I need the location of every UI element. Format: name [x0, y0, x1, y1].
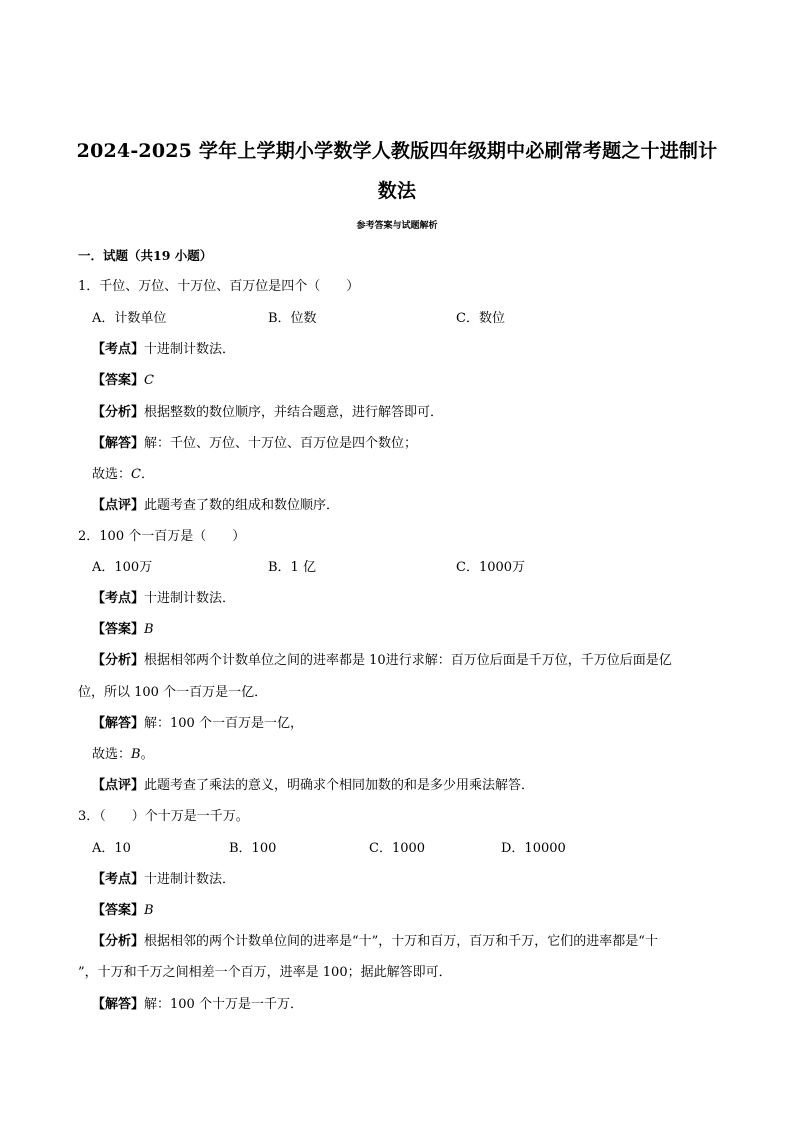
- document-subtitle: 参考答案与试题解析: [356, 221, 438, 231]
- jieda-label: 【解答】: [92, 716, 145, 731]
- q3-fenxi: [92, 933, 658, 951]
- fenxi-label: 【分析】: [92, 653, 145, 668]
- q1-option-b: B．位数: [268, 311, 317, 326]
- q1-option-a: A．计数单位: [92, 311, 167, 326]
- q1-jieda-text: 解：千位、万位、十万位、百万位是四个数位；: [144, 436, 418, 451]
- q2-fenxi-text-1: 根据相邻两个计数单位之间的进率都是 10进行求解：百万位后面是千万位，千万位后面是亿: [144, 653, 672, 668]
- kaodian-label: 【考点】: [92, 872, 145, 887]
- jieda-label: 【解答】: [92, 997, 145, 1012]
- q1-guxuan: [92, 466, 154, 484]
- q3-stem: 3．（ ）个十万是一千万。: [78, 809, 249, 824]
- q3-jieda: [92, 996, 303, 1014]
- q2-daan: [92, 621, 154, 639]
- q3-kaodian-text: 十进制计数法．: [144, 872, 236, 887]
- daan-label: 【答案】: [92, 622, 145, 637]
- q3-fenxi-text-2: ”，十万和千万之间相差一个百万，进率是 100；据此解答即可．: [78, 965, 452, 980]
- q2-stem: 2．100 个一百万是（ ）: [78, 529, 246, 544]
- q2-dianping: [92, 777, 534, 795]
- q3-option-a: A．10: [92, 841, 131, 856]
- fenxi-label: 【分析】: [92, 934, 145, 949]
- q2-fenxi: [92, 652, 672, 670]
- kaodian-label: 【考点】: [92, 591, 145, 606]
- q1-daan: [92, 372, 154, 390]
- q3-option-b: B．100: [229, 841, 277, 856]
- q2-jieda-text: 解：100 个一百万是一亿，: [144, 716, 303, 731]
- q2-guxuan-value: B: [131, 747, 141, 762]
- q1-fenxi: [92, 404, 443, 422]
- q2-fenxi-text-2: 位，所以 100 个一百万是一亿．: [78, 685, 268, 700]
- q3-option-c: C．1000: [369, 841, 426, 856]
- q1-dianping-text: 此题考查了数的组成和数位顺序．: [144, 498, 340, 513]
- dianping-label: 【点评】: [92, 498, 145, 513]
- q2-guxuan-prefix: 故选：: [92, 747, 132, 762]
- section-header: 一．试题（共19 小题）: [78, 248, 213, 263]
- q2-daan-text: B: [144, 622, 154, 637]
- q1-option-c: C．数位: [456, 311, 505, 326]
- q1-guxuan-value: C: [131, 467, 141, 482]
- q3-jieda-text: 解：100 个十万是一千万．: [144, 997, 303, 1012]
- q2-kaodian-text: 十进制计数法．: [144, 591, 236, 606]
- q1-fenxi-text: 根据整数的数位顺序，并结合题意，进行解答即可．: [144, 405, 444, 420]
- dianping-label: 【点评】: [92, 778, 145, 793]
- document-title-line-2: 数法: [377, 180, 417, 202]
- q1-kaodian: [92, 341, 235, 359]
- q1-dianping: [92, 497, 339, 515]
- q3-daan: [92, 902, 154, 920]
- q2-option-b: B．1 亿: [268, 560, 316, 575]
- jieda-label: 【解答】: [92, 436, 145, 451]
- kaodian-label: 【考点】: [92, 342, 145, 357]
- q2-option-c: C．1000万: [456, 560, 526, 575]
- daan-label: 【答案】: [92, 903, 145, 918]
- q2-guxuan-suffix: 。: [140, 747, 154, 762]
- q2-kaodian: [92, 590, 235, 608]
- q3-fenxi-text-1: 根据相邻的两个计数单位间的进率是“十”，十万和百万，百万和千万，它们的进率都是“十: [144, 934, 658, 949]
- q2-jieda: [92, 715, 303, 733]
- q2-guxuan: [92, 746, 154, 764]
- q1-kaodian-text: 十进制计数法．: [144, 342, 236, 357]
- q3-daan-text: B: [144, 903, 154, 918]
- daan-label: 【答案】: [92, 373, 145, 388]
- q1-guxuan-prefix: 故选：: [92, 467, 132, 482]
- q1-jieda: [92, 435, 417, 453]
- q1-guxuan-suffix: ．: [140, 467, 154, 482]
- q2-dianping-text: 此题考查了乘法的意义，明确求个相同加数的和是多少用乘法解答．: [144, 778, 535, 793]
- q2-option-a: A．100万: [92, 560, 153, 575]
- document-title-line-1: 2024-2025 学年上学期小学数学人教版四年级期中必刷常考题之十进制计: [76, 140, 718, 162]
- q1-stem: 1．千位、万位、十万位、百万位是四个（ ）: [78, 279, 360, 294]
- fenxi-label: 【分析】: [92, 405, 145, 420]
- q3-kaodian: [92, 871, 235, 889]
- q3-option-d: D．10000: [501, 841, 566, 856]
- q1-daan-text: C: [144, 373, 154, 388]
